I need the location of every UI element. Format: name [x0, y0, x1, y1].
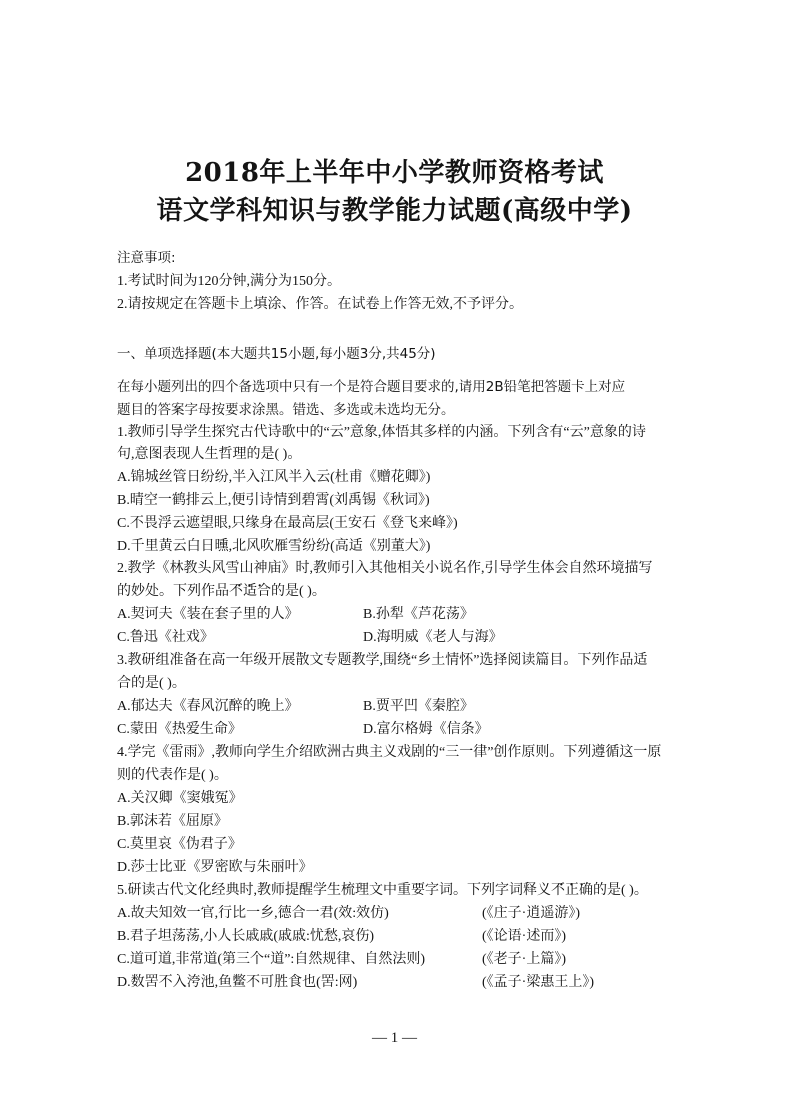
q4-option-c: C.莫里哀《伪君子》	[117, 837, 242, 852]
q1-option-b: B.晴空一鹤排云上,便引诗情到碧霄(刘禹锡《秋词》)	[117, 493, 430, 508]
section-heading: 一、单项选择题(本大题共15小题,每小题3分,共45分)	[117, 346, 436, 362]
q5-option-c-source: (《老子·上篇》)	[482, 952, 566, 967]
q2-option-b: B.孙犁《芦花荡》	[363, 607, 474, 622]
q2-options-row-1	[117, 604, 299, 626]
q1-option-d: D.千里黄云白日曛,北风吹雁雪纷纷(高适《别董大》)	[117, 539, 431, 554]
q2-option-d: D.海明威《老人与海》	[363, 630, 503, 645]
q3-option-b: B.贾平凹《秦腔》	[363, 699, 474, 714]
page-number: — 1 —	[372, 1030, 417, 1046]
q2-stem-text: 的妙处。下列作品	[117, 584, 229, 599]
q5-stem	[117, 880, 648, 902]
q3-option-a: A.郁达夫《春风沉醉的晚上》	[117, 699, 299, 714]
q1-stem-line-1: 1.教师引导学生探究古代诗歌中的“云”意象,体悟其多样的内涵。下列含有“云”意象的诗	[117, 425, 646, 440]
q5-option-c: C.道可道,非常道(第三个“道”:自然规律、自然法则)	[117, 952, 425, 967]
q5-stem-text: 5.研读古代文化经典时,教师提醒学生梳理文中重要字词。下列字词释义	[117, 883, 551, 898]
exam-title-line-1: 2018年上半年中小学教师资格考试	[185, 158, 604, 188]
q5-option-b-source: (《论语·述而》)	[482, 929, 566, 944]
q4-option-d: D.莎士比亚《罗密欧与朱丽叶》	[117, 860, 313, 875]
q3-stem-line-2: 合的是( )。	[117, 676, 186, 691]
q5-emphasis-mark: 不正确 · · ·	[551, 883, 593, 898]
q4-stem-line-2: 则的代表作是( )。	[117, 768, 228, 783]
section-intro-line-1: 在每小题列出的四个备选项中只有一个是符合题目要求的,请用2B铅笔把答题卡上对应	[117, 379, 626, 395]
q3-stem-line-1: 3.教研组准备在高一年级开展散文专题教学,围绕“乡土情怀”选择阅读篇目。下列作品适	[117, 653, 648, 668]
q4-option-b: B.郭沫若《屈原》	[117, 814, 228, 829]
q2-stem-line-2	[117, 581, 326, 603]
notice-item-1: 1.考试时间为120分钟,满分为150分。	[117, 274, 341, 289]
q2-emphasis-mark: 不适合 · · ·	[229, 584, 271, 599]
q5-option-b: B.君子坦荡荡,小人长戚戚(戚戚:忧愁,哀伤)	[117, 929, 375, 944]
q2-option-a: A.契诃夫《装在套子里的人》	[117, 607, 299, 622]
q1-option-c: C.不畏浮云遮望眼,只缘身在最高层(王安石《登飞来峰》)	[117, 516, 458, 531]
q5-option-d: D.数罟不入洿池,鱼鳖不可胜食也(罟:网)	[117, 975, 358, 990]
q1-stem-line-2: 句,意图表现人生哲理的是( )。	[117, 447, 302, 462]
notice-item-2: 2.请按规定在答题卡上填涂、作答。在试卷上作答无效,不予评分。	[117, 297, 523, 312]
q4-option-a: A.关汉卿《窦娥冤》	[117, 791, 243, 806]
q4-stem-line-1: 4.学完《雷雨》,教师向学生介绍欧洲古典主义戏剧的“三一律”创作原则。下列遵循这一原	[117, 745, 662, 760]
notice-heading: 注意事项:	[117, 250, 176, 266]
q5-option-d-source: (《孟子·梁惠王上》)	[482, 975, 594, 990]
q3-option-c: C.蒙田《热爱生命》	[117, 722, 242, 737]
q2-stem-line-1: 2.教学《林教头风雪山神庙》时,教师引入其他相关小说名作,引导学生体会自然环境描写	[117, 561, 653, 576]
q5-option-a-source: (《庄子·逍遥游》)	[482, 906, 580, 921]
section-intro-line-2: 题目的答案字母按要求涂黑。错选、多选或未选均无分。	[117, 402, 455, 418]
q5-stem-text-end: 的是( )。	[593, 883, 648, 898]
q2-stem-text-end: 的是( )。	[271, 584, 326, 599]
q1-option-a: A.锦城丝管日纷纷,半入江风半入云(杜甫《赠花卿》)	[117, 470, 431, 485]
q2-option-c: C.鲁迅《社戏》	[117, 630, 214, 645]
q3-option-d: D.富尔格姆《信条》	[363, 722, 489, 737]
exam-title-line-2: 语文学科知识与教学能力试题(高级中学)	[156, 196, 633, 226]
q5-option-a: A.故夫知效一官,行比一乡,德合一君(效:效仿)	[117, 906, 389, 921]
